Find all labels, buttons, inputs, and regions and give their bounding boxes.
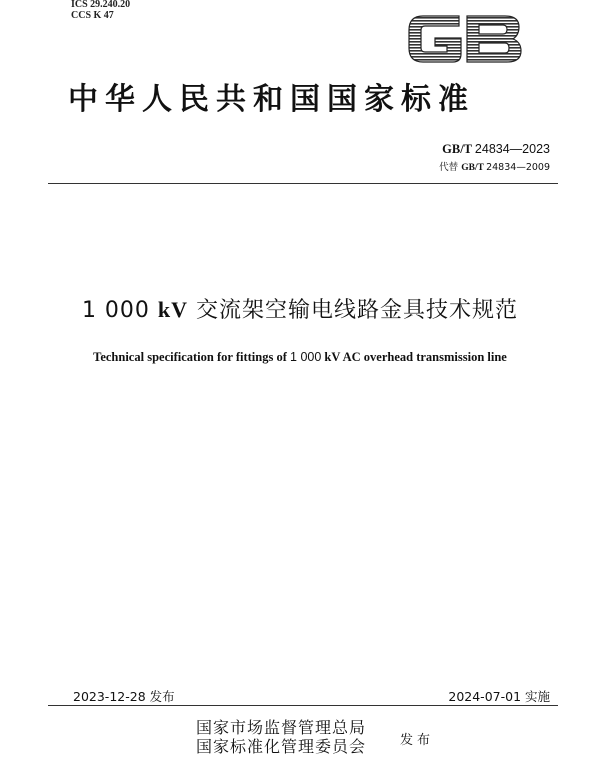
standard-number bbox=[442, 142, 550, 157]
publish-label: 发布 bbox=[400, 733, 435, 748]
ics-code: ICS 29.240.20 bbox=[71, 0, 131, 10]
implementation-date: 2024-07-01 实施 bbox=[448, 689, 550, 704]
english-title-digits: 1 000 bbox=[290, 350, 322, 364]
ccs-code: CCS K 47 bbox=[71, 10, 114, 21]
replaces-code: GB/T bbox=[461, 163, 487, 173]
gb-logo-icon bbox=[403, 8, 525, 70]
english-title-before: Technical specification for fittings of bbox=[93, 350, 291, 364]
standard-prefix: GB/T bbox=[442, 142, 475, 156]
english-title-after: kV AC overhead transmission line bbox=[321, 350, 507, 364]
header-divider bbox=[48, 183, 558, 184]
chinese-title-prefix: 1 000 bbox=[81, 298, 158, 323]
replaces-standard bbox=[439, 159, 550, 173]
standard-number-value: 24834—2023 bbox=[474, 142, 550, 156]
chinese-title-rest: 交流架空输电线路金具技术规范 bbox=[188, 298, 519, 323]
release-date: 2023-12-28 发布 bbox=[73, 689, 175, 704]
chinese-title bbox=[0, 293, 600, 324]
replaces-number: 24834—2009 bbox=[486, 162, 550, 173]
replaces-label: 代替 bbox=[439, 162, 462, 173]
chinese-title-kv: kV bbox=[157, 297, 189, 322]
classification-codes bbox=[71, 0, 130, 22]
footer-divider bbox=[48, 705, 558, 706]
country-standard-title: 中华人民共和国国家标准 bbox=[68, 82, 475, 117]
issuer-line-2: 国家标准化管理委员会 bbox=[196, 737, 367, 756]
issuing-authorities bbox=[196, 718, 366, 756]
issuer-line-1: 国家市场监督管理总局 bbox=[196, 718, 367, 737]
english-title bbox=[0, 350, 600, 365]
